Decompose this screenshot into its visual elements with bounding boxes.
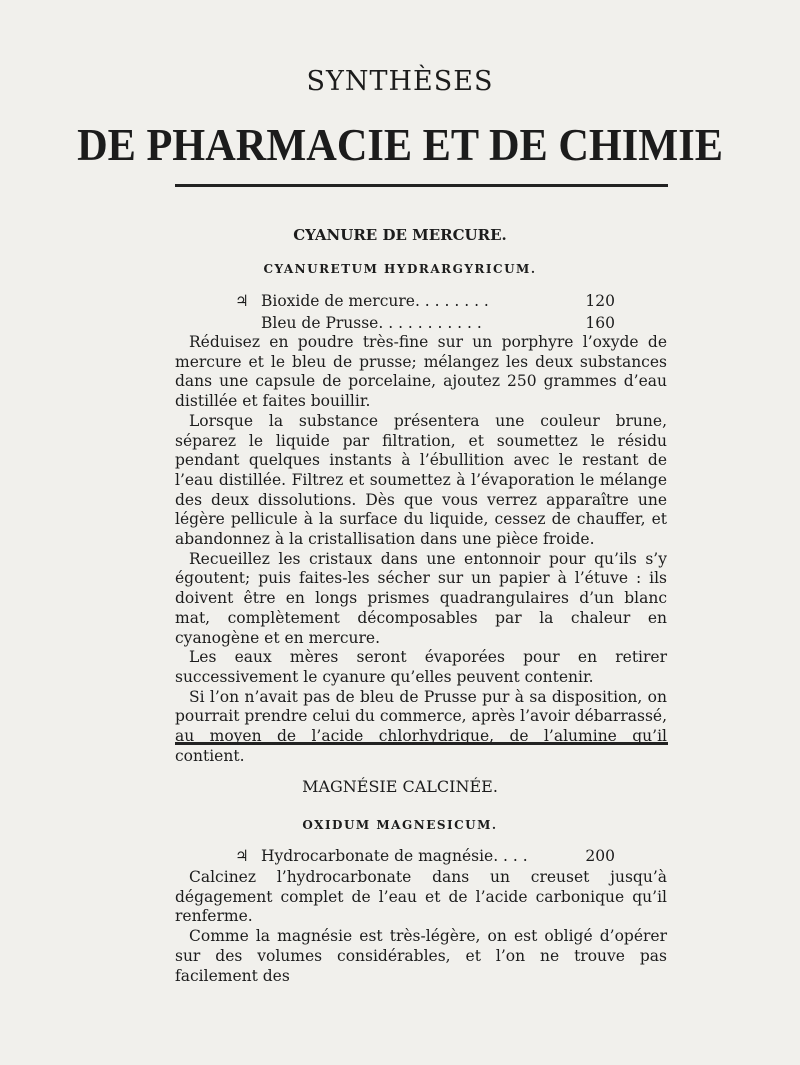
recipe-magnesie <box>235 845 615 867</box>
recipe-cyanure <box>235 290 615 334</box>
section-divider <box>175 742 668 745</box>
paragraph: Calcinez l’hydrocarbonate dans un creuset jusqu’à dégagement complet de l’eau et de l’acide carbonique qu’il renferme. <box>175 868 667 926</box>
section-heading-magnesie: MAGNÉSIE CALCINÉE. <box>302 777 498 796</box>
paragraph: Réduisez en poudre très-fine sur un porphyre l’oxyde de mercure et le bleu de prusse; mélangez les deux substances dans une capsule de porcelaine, ajoutez 250 grammes d’eau distillée et faites bouillir. <box>175 333 667 411</box>
ingredient-qty: 120 <box>585 292 615 310</box>
ingredient-name: Bioxide de mercure. . . . . . . . <box>261 292 489 310</box>
recipe-symbol-icon: ♃ <box>235 291 249 310</box>
title-small: SYNTHÈSES <box>306 66 494 97</box>
recipe-symbol-icon: ♃ <box>235 846 249 865</box>
header-rule <box>175 184 668 187</box>
ingredient-name: Hydrocarbonate de magnésie. . . . <box>261 847 528 865</box>
recipe-row <box>235 312 615 334</box>
paragraph: Les eaux mères seront évaporées pour en retirer successivement le cyanure qu’elles peuvent contenir. <box>175 648 667 686</box>
body-text-cyanure <box>175 333 667 766</box>
recipe-row <box>235 845 615 867</box>
section-heading-cyanure: CYANURE DE MERCURE. <box>293 226 507 244</box>
recipe-row <box>235 290 615 312</box>
ingredient-name: Bleu de Prusse. . . . . . . . . . . <box>261 314 482 332</box>
ingredient-qty: 200 <box>585 847 615 865</box>
paragraph: Comme la magnésie est très-légère, on est obligé d’opérer sur des volumes considérables, et l’on ne trouve pas facilement des <box>175 927 667 985</box>
section-latin-cyanure: CYANURETUM HYDRARGYRICUM. <box>263 262 537 276</box>
paragraph: Recueillez les cristaux dans une entonnoir pour qu’ils s’y égoutent; puis faites-les sécher sur un papier à l’étuve : ils doivent être en longs prismes quadrangulaires d’un blanc mat, complètement décomposables par la chaleur en cyanogène et en mercure. <box>175 549 667 647</box>
paragraph: Lorsque la substance présentera une couleur brune, séparez le liquide par filtration, et soumettez le résidu pendant quelques instants à l’ébullition avec le restant de l’eau distillée. Filtrez et soumettez à l’évaporation le mélange des deux dissolutions. Dès que vous verrez apparaître une légère pellicule à la surface du liquide, cessez de chauffer, et abandonnez à la cristallisation dans une pièce froide. <box>175 411 667 549</box>
ingredient-qty: 160 <box>585 314 615 332</box>
title-main: DE PHARMACIE ET DE CHIMIE <box>77 119 723 170</box>
body-text-magnesie <box>175 868 667 986</box>
section-latin-magnesie: OXIDUM MAGNESICUM. <box>302 818 498 832</box>
paragraph: Si l’on n’avait pas de bleu de Prusse pur à sa disposition, on pourrait prendre celui du commerce, après l’avoir débarrassé, au moyen de l’acide chlorhydrique, de l’alumine qu’il contient. <box>175 687 667 765</box>
